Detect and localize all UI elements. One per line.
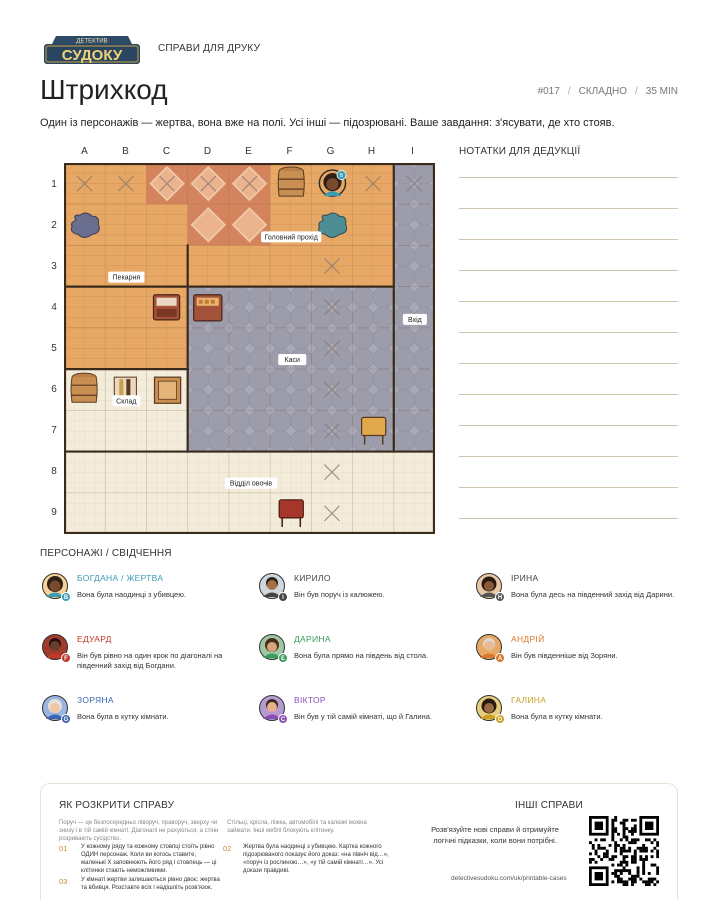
character-card: [42, 634, 247, 674]
character-card: [42, 695, 247, 735]
svg-text:Каси: Каси: [284, 357, 300, 365]
characters-title: ПЕРСОНАЖІ / СВІДЧЕННЯ: [40, 548, 172, 559]
column-label: I: [411, 146, 414, 157]
character-clue: Вона була наодинці з убивцею.: [77, 590, 186, 599]
character-name: ЕДУАРД: [77, 634, 112, 644]
rule-text: Жертва була наодинці з убивцею. Картка кожного підозрюваного показує його доказ: «на північ від…», «поруч із рослиною…», «у тій самій кімнаті…». Усі докази правдиві.: [243, 844, 389, 874]
character-clue: Вона була в кутку кімнати.: [77, 712, 169, 721]
page-title: Штрихкод: [40, 74, 168, 105]
avatar: D: [476, 695, 502, 721]
barrel-icon: [278, 167, 304, 196]
row-label: 3: [51, 261, 57, 272]
character-card: [476, 573, 681, 613]
note-line[interactable]: [459, 487, 678, 488]
svg-text:Головний прохід: Головний прохід: [264, 234, 318, 242]
character-name: ВІКТОР: [294, 695, 326, 705]
character-clue: Він був рівно на один крок по діагоналі на південний захід від Богдани.: [77, 651, 223, 670]
character-name: ДАРИНА: [294, 634, 331, 644]
character-clue: Вона була десь на південний захід від Дарини.: [511, 590, 675, 599]
avatar: B: [42, 573, 68, 599]
room-label-entrance: [403, 314, 427, 325]
case-meta: #017 / СКЛАДНО / 35 MIN: [537, 86, 678, 97]
how-to-intro-right: Стільці, крісла, ліжка, автомобілі та калюжі можна займати. Інші меблі блокують клітинку.: [227, 820, 367, 834]
rule-text: У кімнаті жертви залишаються рівно двоє: жертва та вбивця. Розставте всіх і надішліть розв'язок.: [81, 877, 220, 891]
column-labels: [64, 146, 434, 158]
detective-sudoku-logo: [42, 34, 142, 68]
svg-text:Вхід: Вхід: [408, 316, 422, 324]
room-label-storage: [112, 395, 140, 406]
note-line[interactable]: [459, 456, 678, 457]
character-clue: Він був у тій самій кімнаті, що й Галина.: [294, 712, 432, 721]
intro-text: Один із персонажів — жертва, вона вже на полі. Усі інші — підозрювані. Ваше завдання: з'ясувати, де хто стояв.: [40, 117, 615, 129]
room-label-main-hall: [261, 231, 321, 242]
avatar: G: [42, 695, 68, 721]
row-label: 1: [51, 179, 57, 190]
avatar: E: [259, 634, 285, 660]
difficulty: СКЛАДНО: [578, 86, 627, 97]
game-board[interactable]: [64, 163, 435, 534]
svg-text:ДЕТЕКТИВ: ДЕТЕКТИВ: [76, 38, 108, 45]
column-label: G: [326, 146, 335, 157]
room-label-vegetables: [225, 478, 277, 489]
character-name: ГАЛИНА: [511, 695, 547, 705]
character-card: [476, 634, 681, 674]
how-to-panel: [40, 783, 678, 900]
note-line[interactable]: [459, 177, 678, 178]
character-card: [259, 634, 464, 674]
row-label: 9: [51, 507, 57, 518]
character-clue: Він був південніше від Зоряни.: [511, 651, 618, 660]
case-number: #017: [537, 86, 560, 97]
avatar: F: [42, 634, 68, 660]
shelf-icon: [153, 295, 179, 320]
how-to-intro-left: Поруч — це безпосередньо ліворуч, праворуч, зверху чи знизу і в тій самій кімнаті. Діагоналі не рахуються, а стіни розривають сусідство.: [59, 820, 219, 842]
character-card: [476, 695, 681, 735]
svg-text:Відділ овочів: Відділ овочів: [229, 480, 273, 488]
other-cases-title: ІНШІ СПРАВИ: [515, 800, 583, 811]
character-clue: Вона була прямо на південь від стола.: [294, 651, 429, 660]
note-line[interactable]: [459, 394, 678, 395]
room-label-registers: [278, 354, 306, 365]
note-line[interactable]: [459, 518, 678, 519]
avatar: A: [476, 634, 502, 660]
other-cases-link[interactable]: detectivesudoku.com/uk/printable-cases: [451, 875, 567, 882]
column-label: C: [162, 146, 171, 157]
rule-number: 01: [59, 844, 68, 853]
time-estimate: 35 MIN: [645, 86, 678, 97]
avatar: H: [476, 573, 502, 599]
qr-code-icon[interactable]: [589, 816, 659, 886]
victim-token: [319, 170, 346, 196]
puddle-icon: [319, 213, 347, 237]
crate-icon: [194, 295, 222, 321]
subtitle: СПРАВИ ДЛЯ ДРУКУ: [158, 43, 261, 54]
row-label: 5: [51, 343, 57, 354]
row-label: 8: [51, 466, 57, 477]
column-label: D: [203, 146, 212, 157]
avatar: I: [259, 573, 285, 599]
row-label: 4: [51, 302, 57, 313]
note-line[interactable]: [459, 208, 678, 209]
rule-text: У кожному ряду та кожному стовпці стоїть рівно ОДИН персонаж. Коли ви когось ставите, маленькі X заповнюють його ряд і стовпець — ці клітинки стають неможливими.: [81, 844, 217, 874]
puddle-icon: [71, 213, 99, 237]
room-label-bakery: [108, 272, 144, 283]
crate-icon: [154, 377, 180, 403]
note-line[interactable]: [459, 425, 678, 426]
note-line[interactable]: [459, 332, 678, 333]
how-to-title: ЯК РОЗКРИТИ СПРАВУ: [59, 800, 175, 811]
svg-text:Пекарня: Пекарня: [112, 274, 141, 282]
character-name: ЗОРЯНА: [77, 695, 114, 705]
other-cases-text: Розв'язуйте нові справи й отримуйте логічні підказки, коли вони потрібні.: [431, 825, 559, 845]
column-label: E: [245, 146, 252, 157]
character-card: [259, 573, 464, 613]
note-line[interactable]: [459, 270, 678, 271]
character-clue: Вона була в кутку кімнати.: [511, 712, 603, 721]
column-label: A: [81, 146, 88, 157]
avatar: C: [259, 695, 285, 721]
rule-number: 02: [223, 844, 232, 853]
row-label: 6: [51, 384, 57, 395]
character-card: [259, 695, 464, 735]
row-label: 2: [51, 220, 57, 231]
svg-text:Склад: Склад: [116, 398, 137, 406]
column-label: F: [286, 146, 293, 157]
row-label: 7: [51, 425, 57, 436]
rule-number: 03: [59, 877, 68, 886]
character-name: АНДРІЙ: [511, 634, 545, 644]
notes-title: НОТАТКИ ДЛЯ ДЕДУКЦІЇ: [459, 146, 581, 157]
column-label: H: [367, 146, 376, 157]
character-name: КИРИЛО: [294, 573, 331, 583]
note-line[interactable]: [459, 239, 678, 240]
svg-text:СУДОКУ: СУДОКУ: [61, 47, 123, 64]
svg-text:B: B: [339, 173, 344, 180]
note-line[interactable]: [459, 301, 678, 302]
note-line[interactable]: [459, 363, 678, 364]
character-name: ІРИНА: [511, 573, 539, 583]
character-card: [42, 573, 247, 613]
column-label: B: [122, 146, 129, 157]
barrel-icon: [71, 373, 97, 402]
character-clue: Він був поруч із калюжею.: [294, 590, 385, 599]
character-name: БОГДАНА / ЖЕРТВА: [77, 573, 164, 583]
